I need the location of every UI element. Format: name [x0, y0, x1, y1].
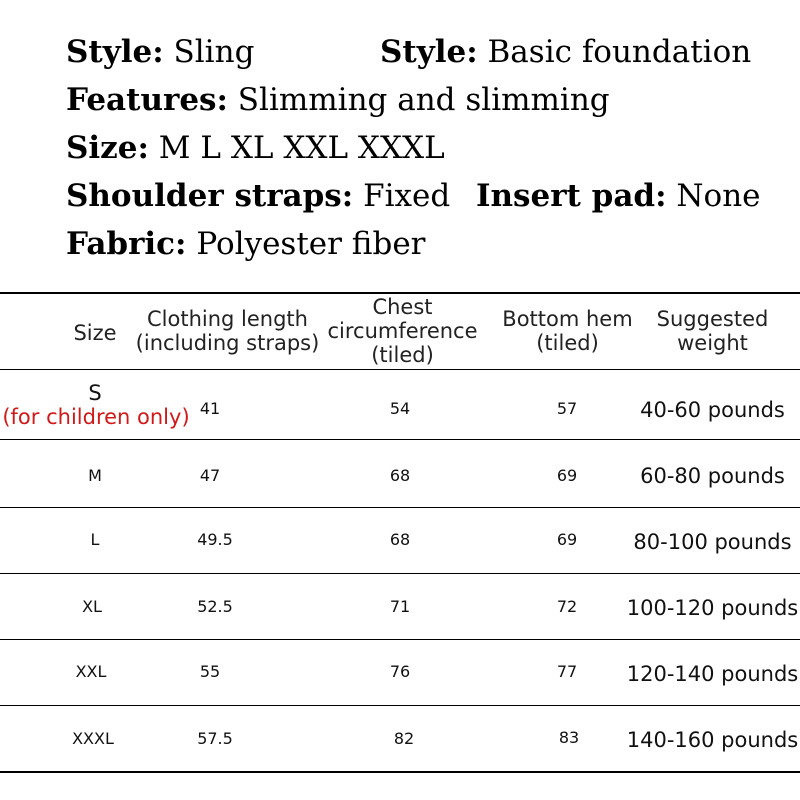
- header-chest-circumference: Chest circumference (tiled): [327, 295, 478, 367]
- spec-style-basic-label: Style:: [380, 34, 478, 70]
- spec-insert-pad-label: Insert pad:: [476, 178, 667, 214]
- header-suggested-weight: Suggested weight: [656, 307, 769, 355]
- cell-chest: 71: [389, 597, 411, 616]
- cell-size: XXL: [75, 662, 107, 681]
- cell-hem: 69: [556, 530, 578, 549]
- cell-length: 41: [199, 399, 221, 418]
- cell-chest: 76: [389, 662, 411, 681]
- header-size: Size: [73, 321, 117, 345]
- row-divider: [0, 573, 800, 574]
- spec-style-label: Style:: [66, 34, 164, 70]
- cell-weight: 40-60 pounds: [640, 398, 785, 422]
- spec-features: [66, 80, 610, 120]
- spec-style-basic: [380, 32, 751, 72]
- cell-size: L: [90, 530, 100, 549]
- spec-fabric-value: Polyester fiber: [196, 226, 426, 262]
- spec-shoulder-straps-label: Shoulder straps:: [66, 178, 354, 214]
- spec-shoulder-straps: [66, 176, 450, 216]
- cell-weight: 120-140 pounds: [626, 662, 799, 686]
- cell-hem: 77: [556, 662, 578, 681]
- spec-size-value: M L XL XXL XXXL: [158, 130, 445, 166]
- row-divider: [0, 639, 800, 640]
- header-clothing-length: Clothing length (including straps): [135, 307, 320, 355]
- spec-style-basic-value: Basic foundation: [487, 34, 752, 70]
- cell-weight: 80-100 pounds: [633, 530, 792, 554]
- cell-length: 49.5: [197, 530, 233, 549]
- cell-size-note: (for children only): [2, 405, 190, 429]
- cell-chest: 68: [389, 466, 411, 485]
- table-top-rule: [0, 292, 800, 294]
- spec-size: [66, 128, 445, 168]
- spec-size-label: Size:: [66, 130, 149, 166]
- table-header-rule: [0, 369, 800, 370]
- row-divider: [0, 439, 800, 440]
- header-bottom-hem: Bottom hem (tiled): [502, 307, 633, 355]
- cell-chest: 68: [389, 530, 411, 549]
- cell-weight: 100-120 pounds: [626, 596, 799, 620]
- cell-length: 55: [199, 662, 221, 681]
- cell-hem: 69: [556, 466, 578, 485]
- cell-length: 47: [199, 466, 221, 485]
- cell-weight: 60-80 pounds: [640, 464, 785, 488]
- spec-style: [66, 32, 254, 72]
- cell-hem: 57: [556, 399, 578, 418]
- spec-fabric-label: Fabric:: [66, 226, 187, 262]
- spec-features-value: Slimming and slimming: [237, 82, 610, 118]
- row-divider: [0, 705, 800, 706]
- cell-chest: 82: [393, 729, 415, 748]
- cell-length: 57.5: [197, 729, 233, 748]
- table-bottom-rule: [0, 771, 800, 773]
- cell-size: S: [88, 381, 102, 405]
- cell-hem: 83: [558, 728, 580, 747]
- cell-chest: 54: [389, 399, 411, 418]
- cell-size: XL: [82, 597, 102, 616]
- spec-shoulder-straps-value: Fixed: [363, 178, 451, 214]
- spec-insert-pad-value: None: [676, 178, 761, 214]
- cell-size: XXXL: [72, 729, 114, 748]
- spec-style-value: Sling: [173, 34, 255, 70]
- cell-hem: 72: [556, 597, 578, 616]
- cell-weight: 140-160 pounds: [626, 728, 799, 752]
- spec-insert-pad: [476, 176, 761, 216]
- row-divider: [0, 507, 800, 508]
- spec-features-label: Features:: [66, 82, 228, 118]
- spec-fabric: [66, 224, 425, 264]
- cell-size: M: [88, 466, 102, 485]
- cell-length: 52.5: [197, 597, 233, 616]
